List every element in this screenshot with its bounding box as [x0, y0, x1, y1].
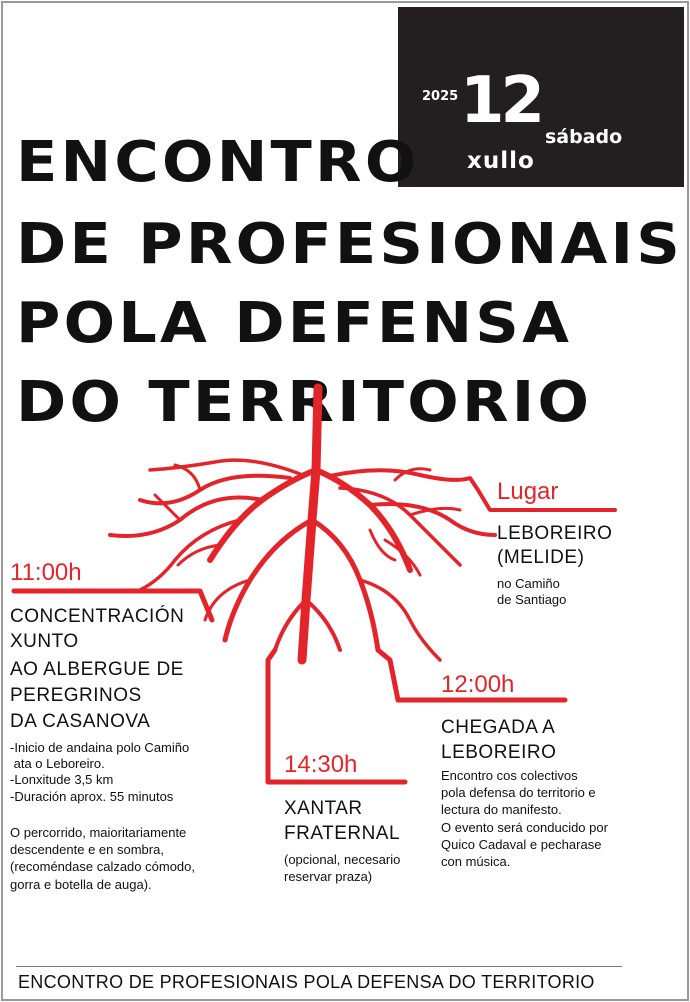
event1-detail-1: -Inicio de andaina polo Camiño — [10, 740, 190, 755]
lugar-name-line2: (MELIDE) — [497, 547, 585, 568]
event1-note-2: descendente e en sombra, — [10, 842, 164, 857]
event1-note-3: (recoméndase calzado cómodo, — [10, 859, 195, 874]
event1-time: 11:00h — [10, 559, 82, 586]
footer-text: ENCONTRO DE PROFESIONAIS POLA DEFENSA DO TERRITORIO — [18, 972, 595, 992]
event2-detail-1: Encontro cos colectivos — [441, 768, 578, 783]
footer-rule — [16, 966, 622, 967]
event1-title-1: CONCENTRACIÓN — [10, 606, 185, 627]
lugar-heading: Lugar — [497, 478, 559, 505]
date-weekday: sábado — [545, 126, 623, 148]
event1-detail-2: ata o Leboreiro. — [10, 756, 105, 771]
event2-detail-6: con música. — [441, 854, 511, 869]
date-month: xullo — [467, 148, 535, 174]
event3-time: 14:30h — [284, 751, 358, 778]
lugar-name-line1: LEBOREIRO — [497, 523, 613, 544]
event1-title-2: XUNTO — [10, 631, 79, 652]
event2-title-2: LEBOREIRO — [441, 742, 557, 763]
event2-detail-2: pola defensa do territorio e — [441, 785, 596, 800]
event2-time: 12:00h — [441, 671, 515, 698]
event1-title-4: PEREGRINOS — [10, 685, 142, 706]
event3-detail-1: (opcional, necesario — [284, 852, 401, 867]
event3-detail-2: reservar praza) — [284, 869, 373, 884]
event1-detail-3: -Lonxitude 3,5 km — [10, 772, 114, 787]
event1-detail-4: -Duración aprox. 55 minutos — [10, 789, 174, 804]
event2-detail-3: lectura do manifesto. — [441, 802, 562, 817]
event1-note-4: gorra e botella de auga). — [10, 877, 152, 892]
date-year: 2025 — [422, 89, 459, 104]
event1-title-5: DA CASANOVA — [10, 711, 151, 732]
event1-note-1: O percorrido, maioritariamente — [10, 825, 187, 840]
date-day: 12 — [460, 64, 542, 138]
event1-title-3: AO ALBERGUE DE — [10, 659, 184, 680]
headline-line-2: DE PROFESIONAIS — [16, 212, 684, 277]
lugar-sub2: de Santiago — [497, 592, 567, 607]
event2-title-1: CHEGADA A — [441, 717, 556, 738]
lugar-sub1: no Camiño — [497, 576, 560, 591]
headline-line-4: DO TERRITORIO — [16, 370, 593, 435]
headline-line-1: ENCONTRO — [16, 130, 420, 195]
event2-detail-5: Quico Cadaval e pecharase — [441, 837, 602, 852]
event2-detail-4: O evento será conducido por — [441, 820, 608, 835]
headline-line-3: POLA DEFENSA — [16, 291, 573, 356]
event3-title-2: FRATERNAL — [284, 823, 401, 844]
event3-title-1: XANTAR — [284, 798, 363, 819]
